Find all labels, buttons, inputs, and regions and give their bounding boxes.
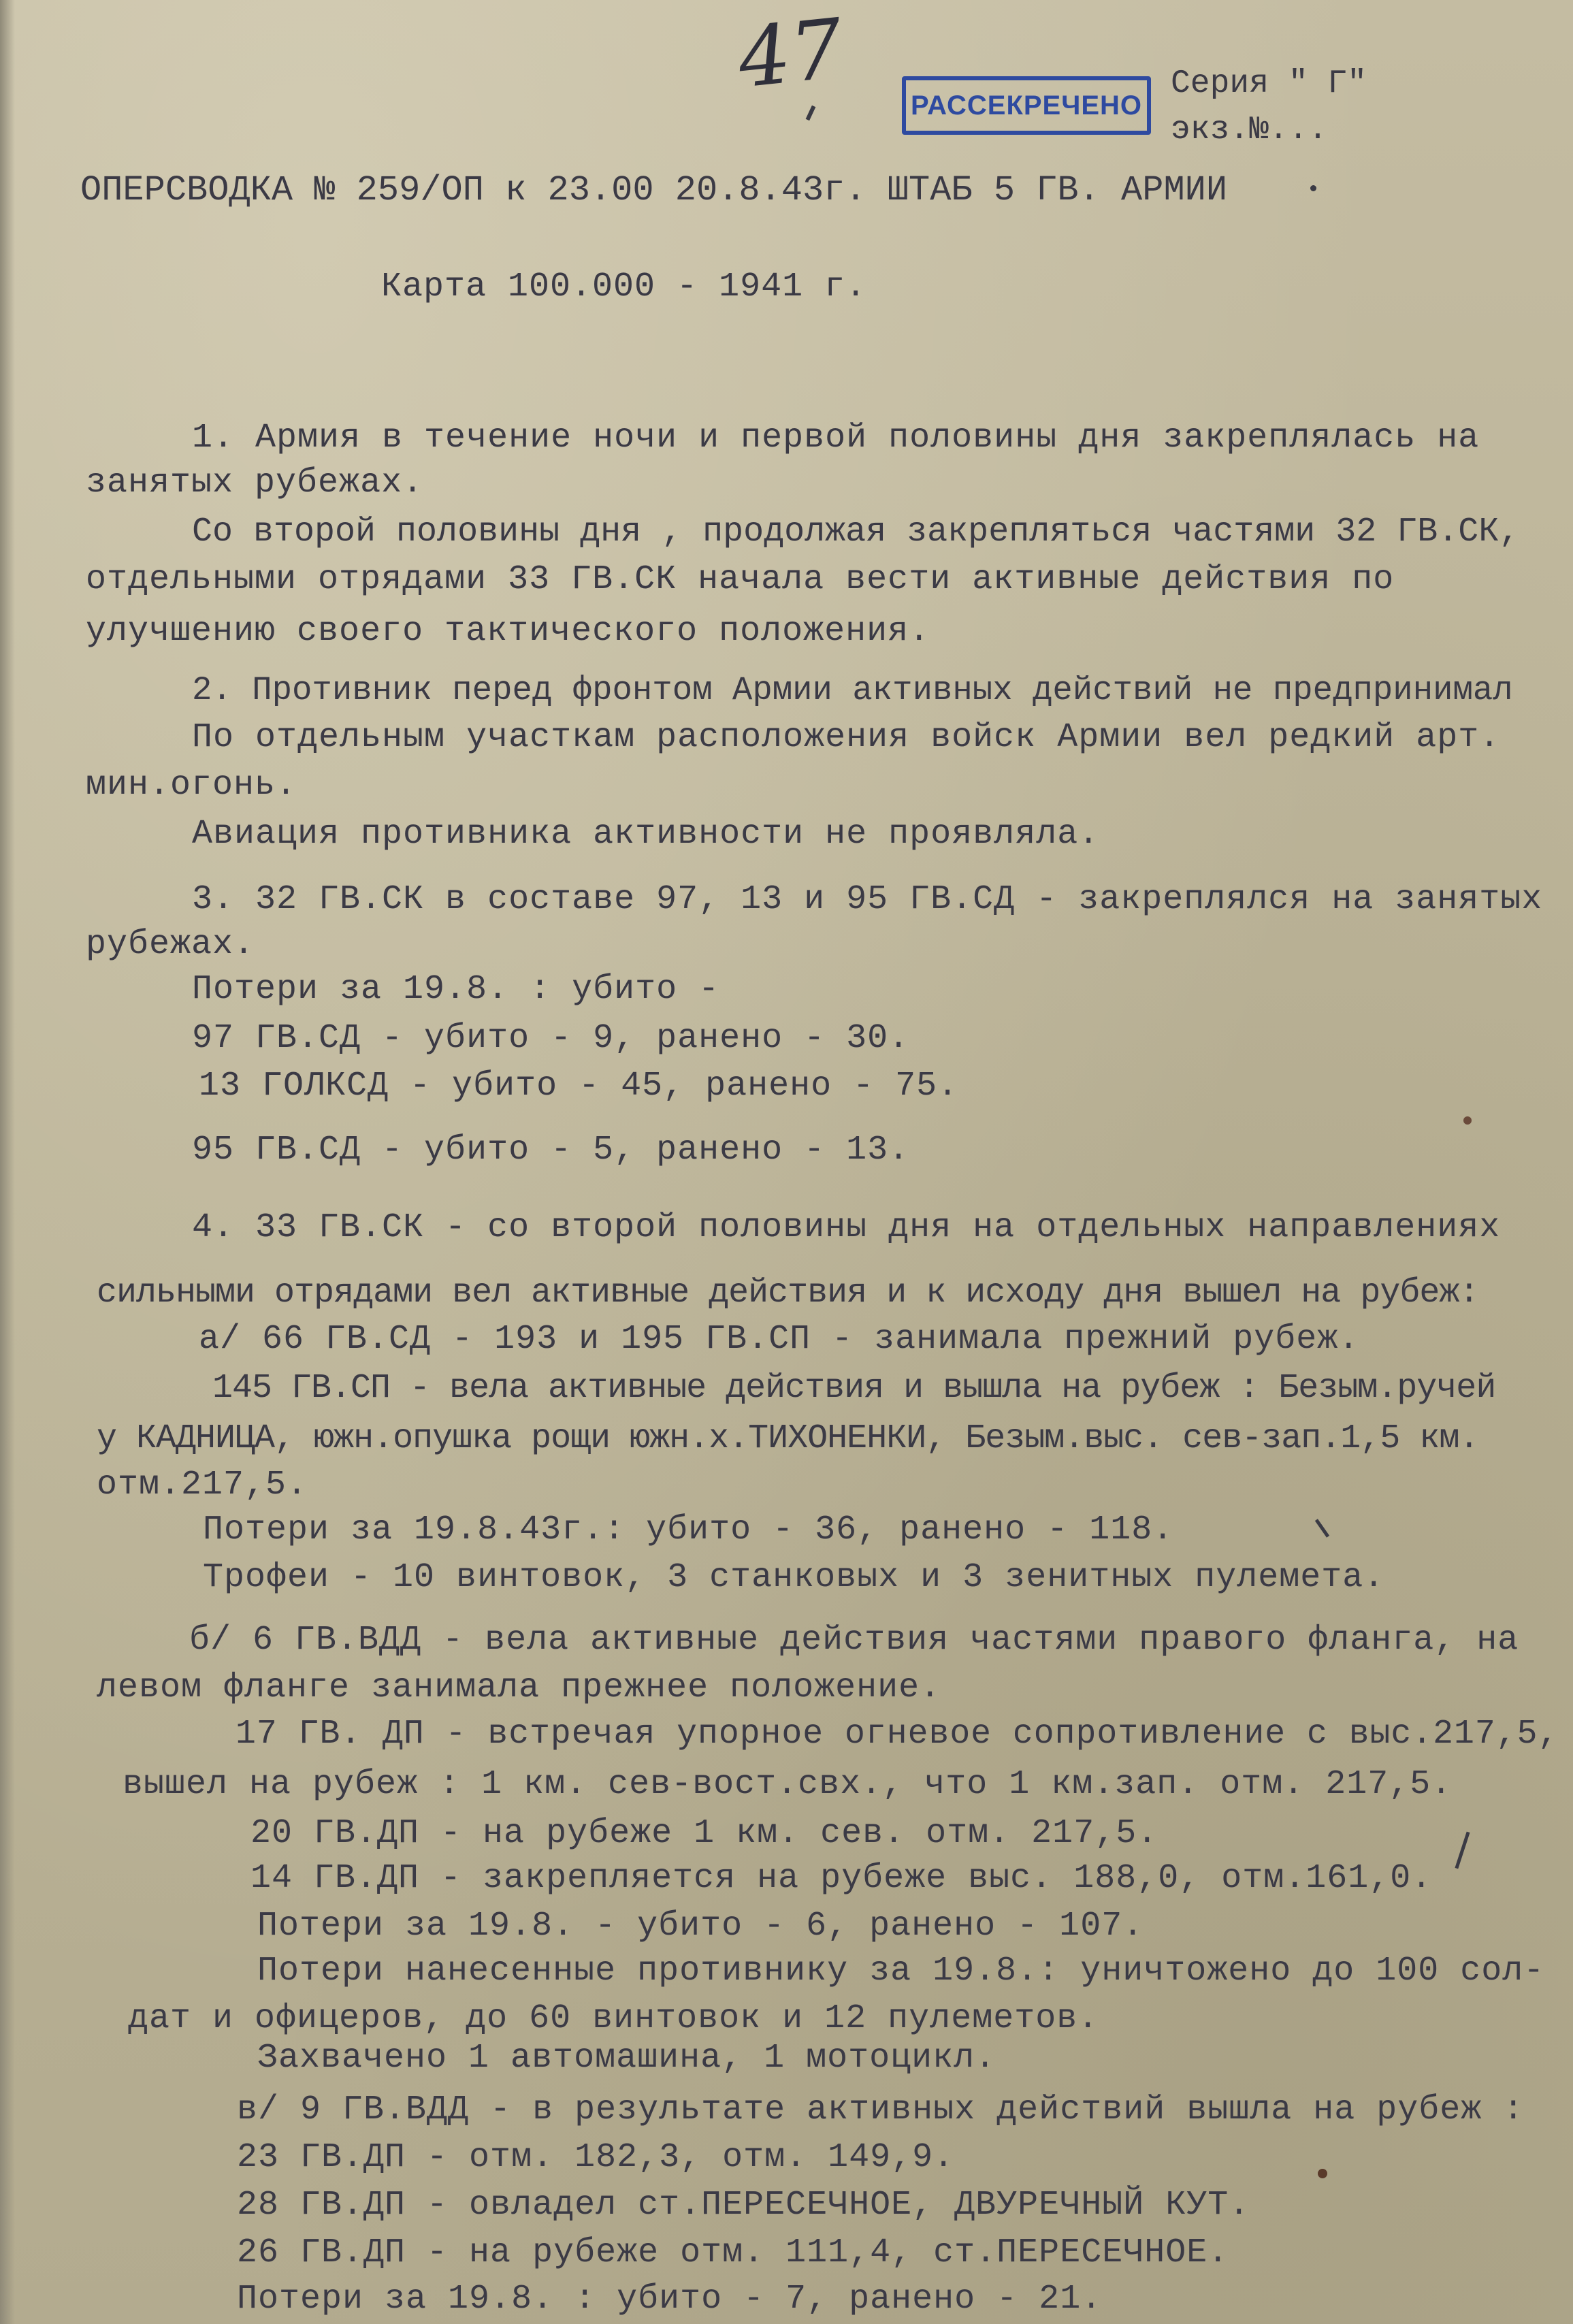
text-line: в/ 9 ГВ.ВДД - в результате активных действий вышла на рубеж :	[237, 2091, 1525, 2129]
archive-page-number: 47	[734, 1, 847, 107]
ink-dot-mark	[1318, 2169, 1327, 2178]
declassified-stamp: РАССЕКРЕЧЕНО	[902, 76, 1151, 135]
text-line: Потери за 19.8.43г.: убито - 36, ранено - 118.	[203, 1511, 1174, 1549]
text-line: Потери за 19.8. : убито -	[192, 970, 720, 1009]
pencil-mark	[1315, 1519, 1329, 1537]
text-line: 26 ГВ.ДП - на рубеже отм. 111,4, ст.ПЕРЕСЕЧНОЕ.	[237, 2233, 1229, 2272]
pencil-mark	[1455, 1832, 1470, 1869]
ink-tick-mark	[806, 106, 816, 120]
text-line: б/ 6 ГВ.ВДД - вела активные действия частями правого фланга, на	[189, 1621, 1519, 1660]
text-line: 145 ГВ.СП - вела активные действия и вышла на рубеж : Безым.ручей	[212, 1369, 1496, 1408]
text-line: 1. Армия в течение ночи и первой половины дня закреплялась на	[192, 419, 1480, 457]
text-line: рубежах.	[86, 925, 255, 964]
text-line: Со второй половины дня , продолжая закрепляться частями 32 ГВ.СК,	[192, 513, 1520, 551]
text-line: 2. Противник перед фронтом Армии активных действий не предпринимал	[192, 671, 1513, 709]
text-line: 28 ГВ.ДП - овладел ст.ПЕРЕСЕЧНОЕ, ДВУРЕЧНЫЙ КУТ.	[237, 2186, 1250, 2225]
text-line: Потери за 19.8. - убито - 6, ранено - 107.	[257, 1907, 1144, 1946]
map-reference: Карта 100.000 - 1941 г.	[381, 268, 867, 306]
text-line: отдельными отрядами 33 ГВ.СК начала вести активные действия по	[86, 560, 1395, 599]
ink-dot-mark	[1463, 1116, 1472, 1125]
text-line: 3. 32 ГВ.СК в составе 97, 13 и 95 ГВ.СД - закреплялся на занятых	[192, 880, 1543, 919]
text-line: Потери нанесенные противнику за 19.8.: уничтожено до 100 сол-	[257, 1952, 1545, 1990]
text-line: отм.217,5.	[97, 1466, 308, 1504]
text-line: у КАДНИЦА, южн.опушка рощи южн.х.ТИХОНЕНКИ, Безым.выс. сев-зап.1,5 км.	[97, 1419, 1479, 1458]
report-title: ОПЕРСВОДКА № 259/ОП к 23.00 20.8.43г. ШТАБ 5 ГВ. АРМИИ	[80, 170, 1228, 210]
text-line: 23 ГВ.ДП - отм. 182,3, отм. 149,9.	[237, 2138, 955, 2177]
text-line: 97 ГВ.СД - убито - 9, ранено - 30.	[192, 1019, 910, 1058]
text-line: По отдельным участкам расположения войск Армии вел редкий арт.	[192, 718, 1501, 757]
copy-number-label: экз.№...	[1171, 112, 1328, 148]
text-line: 20 ГВ.ДП - на рубеже 1 км. сев. отм. 217,5.	[250, 1814, 1158, 1853]
text-line: а/ 66 ГВ.СД - 193 и 195 ГВ.СП - занимала прежний рубеж.	[199, 1320, 1360, 1359]
text-line: левом фланге занимала прежнее положение.	[97, 1668, 941, 1707]
text-line: мин.огонь.	[86, 766, 297, 805]
text-line: занятых рубежах.	[86, 464, 424, 502]
page-edge-shadow	[0, 0, 15, 2324]
text-line: сильными отрядами вел активные действия и к исходу дня вышел на рубеж:	[97, 1274, 1479, 1312]
text-line: 95 ГВ.СД - убито - 5, ранено - 13.	[192, 1131, 910, 1169]
text-line: 13 ГОЛКСД - убито - 45, ранено - 75.	[199, 1067, 959, 1105]
text-line: 14 ГВ.ДП - закрепляется на рубеже выс. 188,0, отм.161,0.	[250, 1859, 1433, 1898]
series-label: Серия " Г"	[1171, 65, 1367, 102]
ink-dot-mark	[1310, 185, 1316, 191]
text-line: Потери за 19.8. : убито - 7, ранено - 21.	[237, 2280, 1103, 2319]
text-line: Авиация противника активности не проявляла.	[192, 815, 1100, 854]
text-line: дат и офицеров, до 60 винтовок и 12 пулеметов.	[128, 1999, 1099, 2038]
text-line: улучшению своего тактического положения.	[86, 612, 930, 651]
text-line: вышел на рубеж : 1 км. сев-вост.свх., что 1 км.зап. отм. 217,5.	[123, 1765, 1453, 1804]
text-line: Трофеи - 10 винтовок, 3 станковых и 3 зенитных пулемета.	[203, 1558, 1385, 1597]
text-line: 17 ГВ. ДП - встречая упорное огневое сопротивление с выс.217,5,	[236, 1715, 1559, 1754]
text-line: Захвачено 1 автомашина, 1 мотоцикл.	[257, 2039, 996, 2078]
text-line: 4. 33 ГВ.СК - со второй половины дня на отдельных направлениях	[192, 1208, 1501, 1247]
